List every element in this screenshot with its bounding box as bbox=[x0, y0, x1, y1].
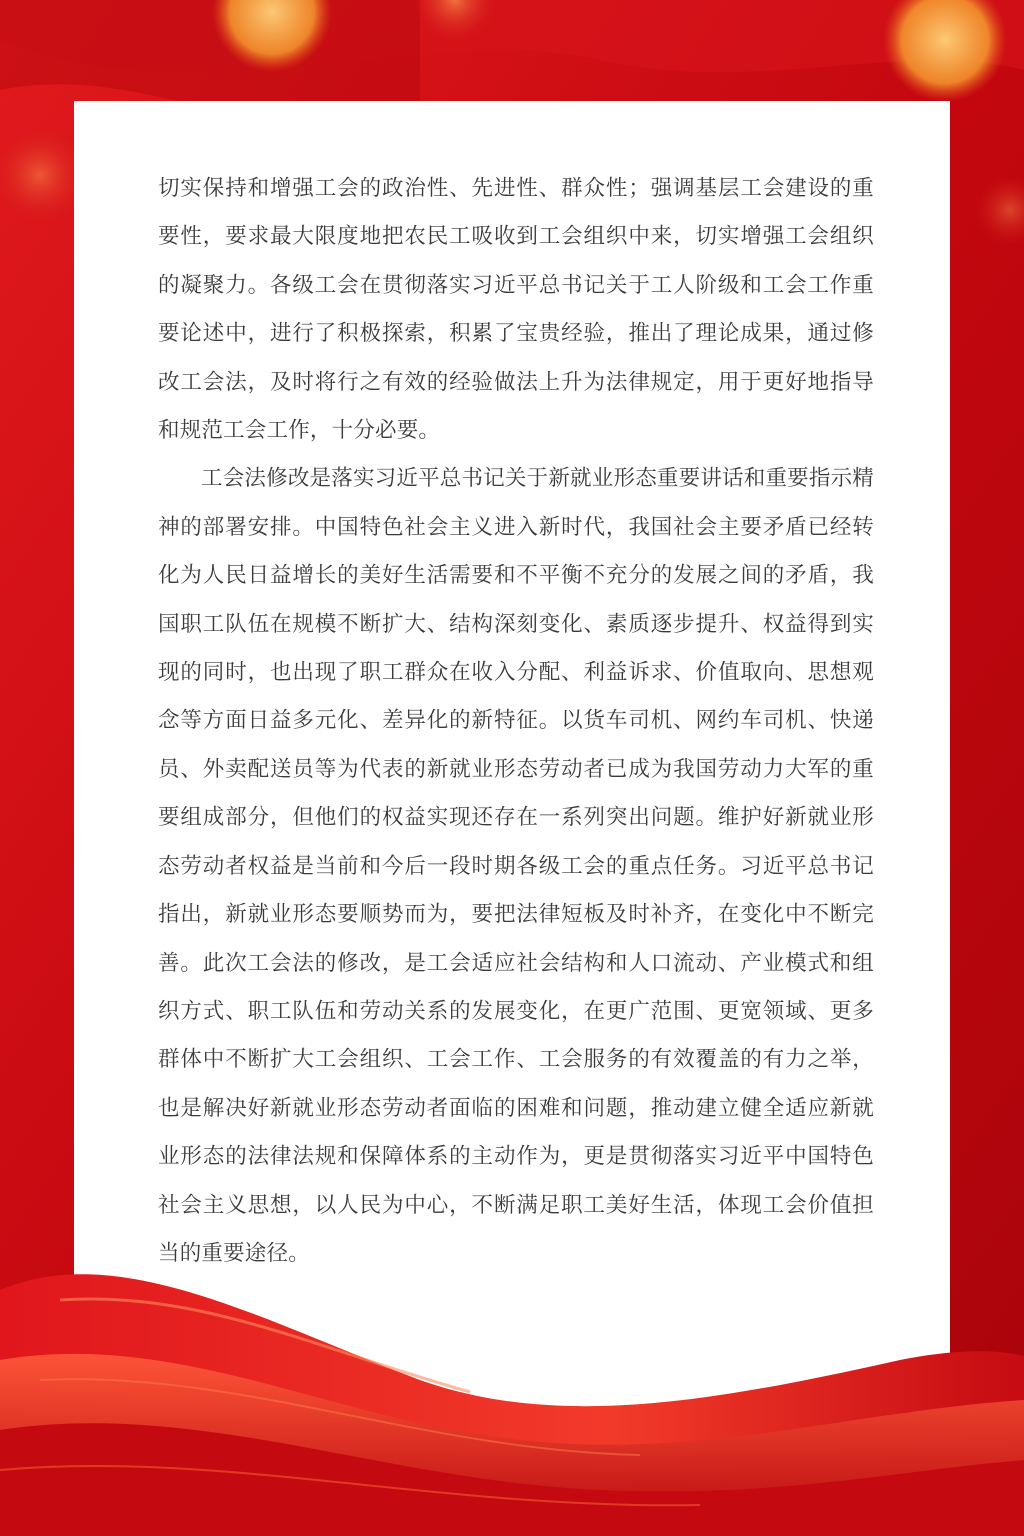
paragraph-2: 工会法修改是落实习近平总书记关于新就业形态重要讲话和重要指示精神的部署安排。中国特色社会主义进入新时代，我国社会主要矛盾已经转化为人民日益增长的美好生活需要和不平衡不充分的发展之间的矛盾，我国职工队伍在规模不断扩大、结构深刻变化、素质逐步提升、权益得到实现的同时，也出现了职工群众在收入分配、利益诉求、价值取向、思想观念等方面日益多元化、差异化的新特征。以货车司机、网约车司机、快递员、外卖配送员等为代表的新就业形态劳动者已成为我国劳动力大军的重要组成部分，但他们的权益实现还存在一系列突出问题。维护好新就业形态劳动者权益是当前和今后一段时期各级工会的重点任务。习近平总书记指出，新就业形态要顺势而为，要把法律短板及时补齐，在变化中不断完善。此次工会法的修改，是工会适应社会结构和人口流动、产业模式和组织方式、职工队伍和劳动关系的发展变化，在更广范围、更宽领域、更多群体中不断扩大工会组织、工会工作、工会服务的有效覆盖的有力之举，也是解决好新就业形态劳动者面临的困难和问题，推动建立健全适应新就业形态的法律法规和保障体系的主动作为，更是贯彻落实习近平中国特色社会主义思想，以人民为中心，不断满足职工美好生活，体现工会价值担当的重要途径。 bbox=[158, 466, 874, 1266]
paragraph-1: 切实保持和增强工会的政治性、先进性、群众性；强调基层工会建设的重要性，要求最大限度地把农民工吸收到工会组织中来，切实增强工会组织的凝聚力。各级工会在贯彻落实习近平总书记关于工人阶级和工会工作重要论述中，进行了积极探索，积累了宝贵经验，推出了理论成果，通过修改工会法，及时将行之有效的经验做法上升为法律规定，用于更好地指导和规范工会工作，十分必要。 bbox=[158, 176, 874, 444]
article-body bbox=[158, 165, 874, 1278]
ribbon-waves bbox=[0, 1240, 1024, 1536]
